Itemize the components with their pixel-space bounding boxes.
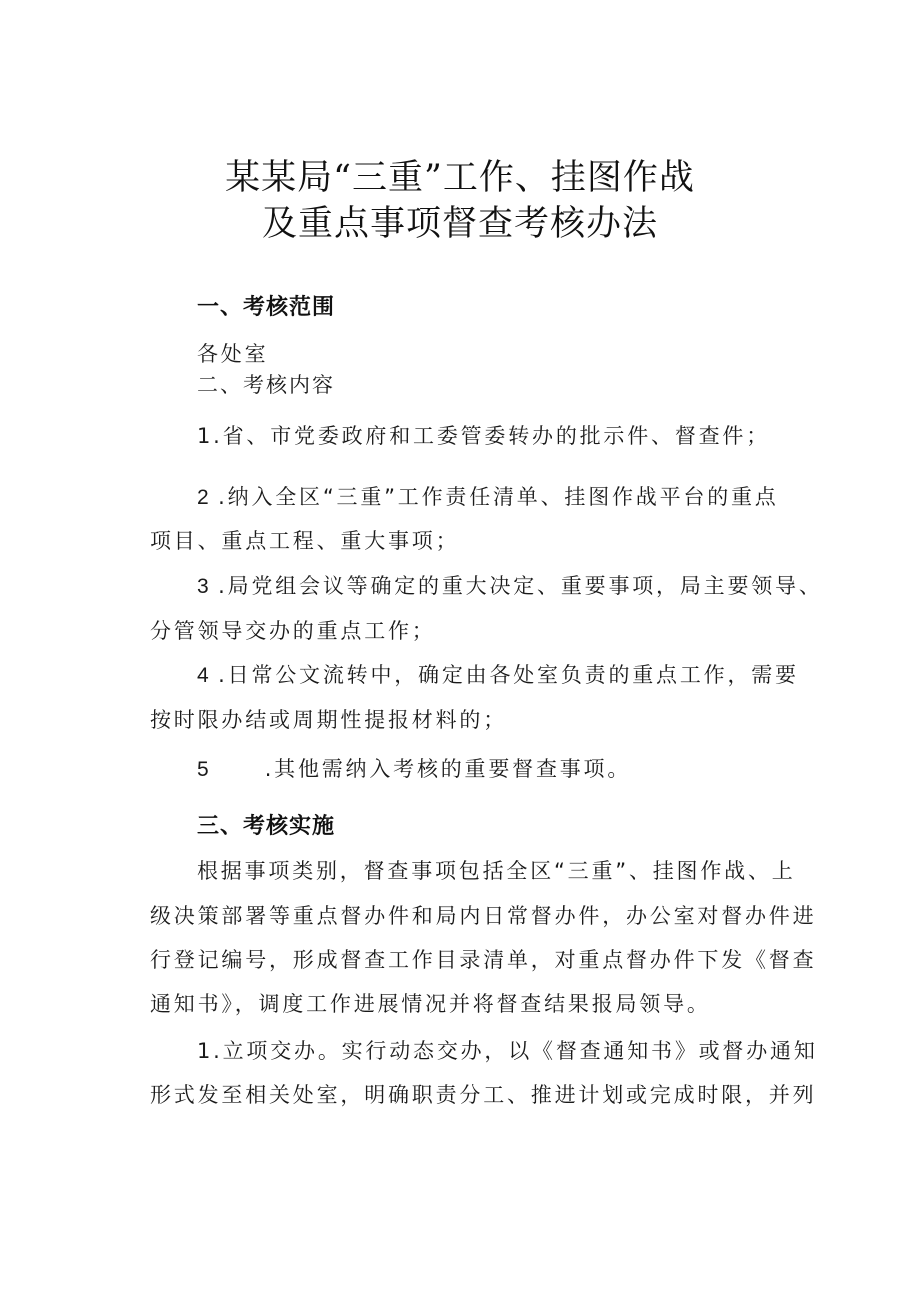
section-3-para-1-line-3: 行登记编号，形成督查工作目录清单，对重点督办件下发《督查 [150,948,817,972]
content-item-5-text: .其他需纳入考核的重要督查事项。 [264,757,632,781]
section-3-para-1-line-1: 根据事项类别，督查事项包括全区“三重”、挂图作战、上 [197,859,796,883]
content-item-5 [197,754,631,785]
content-item-2-line-1 [197,482,779,513]
section-3-para-2-line-2: 形式发至相关处室，明确职责分工、推进计划或完成时限，并列 [150,1083,817,1107]
section-3-para-1-line-2: 级决策部署等重点督办件和局内日常督办件，办公室对督办件进 [150,904,817,928]
document-title-line-1: 某某局“三重”工作、挂图作战 [225,158,695,198]
section-3-para-1-line-4: 通知书》，调度工作进展情况并将督查结果报局领导。 [150,992,711,1016]
content-item-2-text: .纳入全区“三重”工作责任清单、挂图作战平台的重点 [218,485,779,509]
content-item-4-number: 4 [197,664,209,687]
content-item-1: 1.省、市党委政府和工委管委转办的批示件、督查件； [197,424,771,448]
section-3-para-2-line-1: 1.立项交办。实行动态交办，以《督查通知书》或督办通知 [197,1039,818,1063]
section-1-body: 各处室 [197,342,269,366]
section-3-heading: 三、考核实施 [197,814,336,839]
content-item-5-number: 5 [197,758,209,781]
content-item-2-number: 2 [197,486,209,509]
content-item-4-line-2: 按时限办结或周期性提报材料的； [150,708,507,732]
content-item-4-text: .日常公文流转中，确定由各处室负责的重点工作，需要 [218,663,799,687]
content-item-2-line-2: 项目、重点工程、重大事项； [150,529,460,553]
document-title-line-2: 及重点事项督查考核办法 [261,204,658,244]
section-2-heading: 二、考核内容 [197,373,335,397]
section-1-heading: 一、考核范围 [197,295,336,320]
content-item-3-text: .局党组会议等确定的重大决定、重要事项，局主要领导、 [218,574,823,598]
content-item-3-number: 3 [197,575,209,598]
content-item-3-line-2: 分管领导交办的重点工作； [150,619,436,643]
content-item-4-line-1 [197,660,799,691]
content-item-3-line-1 [197,571,823,602]
